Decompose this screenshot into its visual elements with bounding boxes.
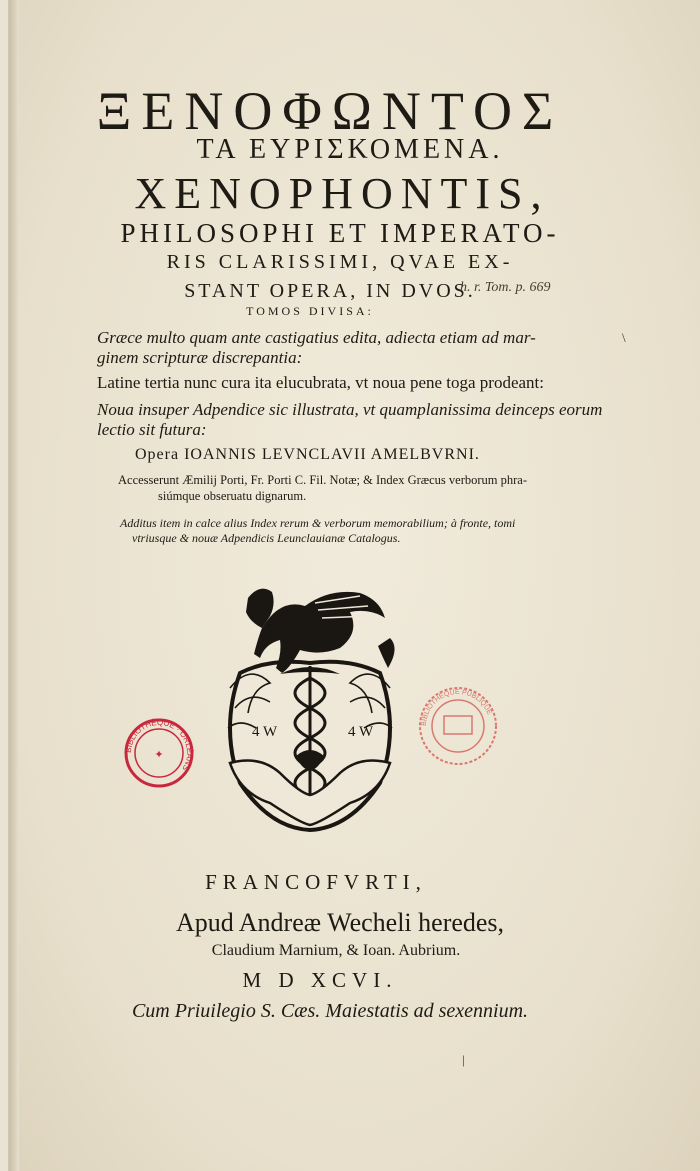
date-line: M D XCVI. (242, 968, 398, 992)
graece-line-1: Græce multo quam ante castigatius edita, adiecta etiam ad mar- (97, 328, 536, 347)
noua-line-2: lectio sit futura: (97, 420, 207, 439)
title-line-2: RIS CLARISSIMI, QVAE EX- (166, 251, 514, 273)
opera-line: Opera IOANNIS LEVNCLAVII AMELBVRNI. (135, 446, 480, 463)
mark-right: 4 W (348, 724, 374, 740)
library-stamp-right-icon (416, 684, 500, 768)
title-line-4: TOMOS DIVISA: (246, 304, 374, 318)
library-stamp-left-icon (122, 716, 196, 790)
greek-title: ΞΕΝΟΦΩΝΤΟΣ (96, 81, 564, 141)
access-line-1: Accesserunt Æmilij Porti, Fr. Porti C. Fil. Notæ; & Index Græcus verborum phra- (118, 473, 527, 487)
printers-device-icon (210, 578, 410, 833)
accesserunt-paragraph (118, 472, 527, 504)
svg-text:BIBLIOTHÈQUE PUBLIQUE (421, 689, 493, 726)
latine-line: Latine tertia nunc cura ita elucubrata, vt noua pene toga prodeant: (97, 373, 544, 392)
access-line-2: siúmque obseruatu dignarum. (158, 489, 307, 503)
handwritten-note: h. r. Tom. p. 669 (460, 280, 551, 295)
stamp-right-text: BIBLIOTHÈQUE PUBLIQUE (420, 688, 493, 727)
graece-paragraph (97, 328, 536, 368)
svg-text:✦: ✦ (154, 749, 164, 761)
latin-title: XENOPHONTIS, (134, 169, 550, 218)
place-line: FRANCOFVRTI, (205, 870, 427, 894)
greek-subtitle: ΤΑ ΕΥΡΙΣΚΟΜΕΝΑ. (196, 134, 504, 165)
noua-line-1: Noua insuper Adpendice sic illustrata, vt quamplanissima deinceps eorum (97, 400, 603, 419)
title-line-3: STANT OPERA, IN DVOS. (184, 280, 476, 302)
privilege-line: Cum Priuilegio S. Cæs. Maiestatis ad sexennium. (131, 1000, 529, 1022)
svg-text:BIBLIOTHÈQUE · ORLÉANS (124, 718, 194, 772)
margin-mark: | (462, 1052, 465, 1067)
margin-mark: \ (622, 330, 626, 345)
noua-paragraph (97, 400, 602, 440)
mark-left: 4 W (252, 724, 278, 740)
apud-line: Apud Andreæ Wecheli heredes, (175, 908, 505, 937)
additus-paragraph (120, 516, 515, 546)
additu-line-1: Additus item in calce alius Index rerum & verborum memorabilium; à fronte, tomi (120, 516, 516, 530)
graece-line-2: ginem scripturæ discrepantia: (97, 348, 303, 367)
additu-line-2: vtriusque & nouæ Adpendicis Leunclauianæ Catalogus. (132, 531, 401, 545)
title-line-1: PHILOSOPHI ET IMPERATO- (120, 218, 560, 248)
claudium-line: Claudium Marnium, & Ioan. Aubrium. (211, 942, 461, 959)
stamp-left-text: BIBLIOTHÈQUE · ORLÉANS (123, 717, 195, 773)
